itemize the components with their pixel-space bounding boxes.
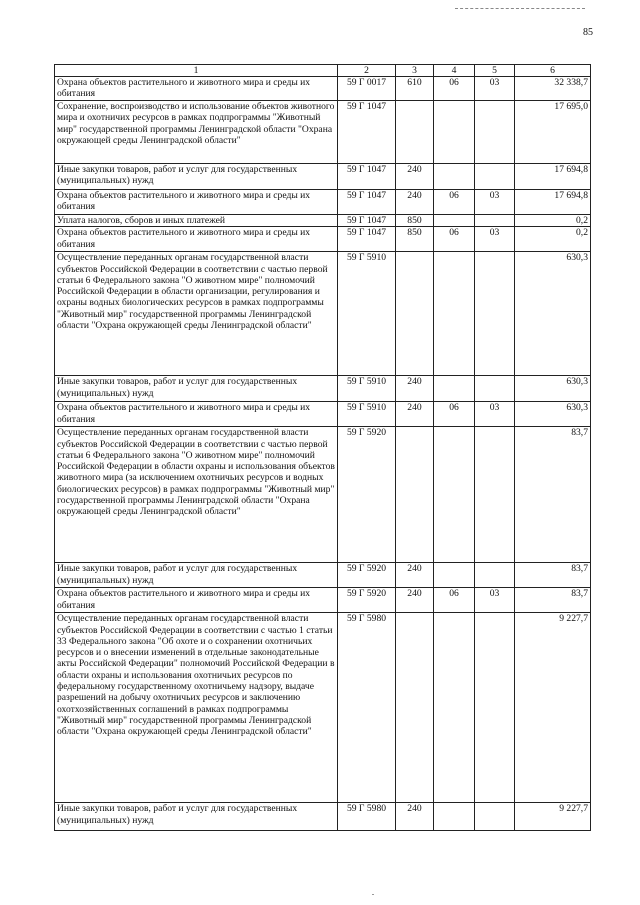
row-target-code: 59 Г 1047 <box>338 215 396 227</box>
header-cell: 5 <box>475 65 515 77</box>
row-name: Осуществление переданных органам государственной власти субъектов Российской Федерации в соответствии с частью первой статьи 6 Федерального закона "О животном мире" полномочий Российской Федерации в области организации, регулирования и охраны водных биологических ресурсов в рамках подпрограммы "Животный мир" государственной программы Ленинградской области "Охрана окружающей среды Ленинградской области" <box>55 252 338 376</box>
row-subsection: 03 <box>475 402 515 427</box>
table-row <box>55 563 591 588</box>
table-row <box>55 588 591 613</box>
row-sum: 630,3 <box>515 252 591 376</box>
row-name: Иные закупки товаров, работ и услуг для государственных (муниципальных) нужд <box>55 563 338 588</box>
header-cell: 6 <box>515 65 591 77</box>
row-subsection <box>475 803 515 831</box>
row-subsection: 03 <box>475 190 515 215</box>
row-sum: 0,2 <box>515 227 591 252</box>
row-expense-type: 850 <box>396 215 434 227</box>
row-name: Охрана объектов растительного и животного мира и среды их обитания <box>55 402 338 427</box>
row-target-code: 59 Г 5980 <box>338 613 396 803</box>
row-subsection <box>475 164 515 190</box>
row-name: Охрана объектов растительного и животного мира и среды их обитания <box>55 588 338 613</box>
row-subsection <box>475 376 515 402</box>
table-row <box>55 803 591 831</box>
row-section <box>434 164 475 190</box>
row-expense-type: 240 <box>396 803 434 831</box>
row-subsection <box>475 252 515 376</box>
row-subsection <box>475 613 515 803</box>
budget-table <box>54 64 591 831</box>
row-section: 06 <box>434 77 475 101</box>
row-subsection: 03 <box>475 227 515 252</box>
top-scan-marks <box>455 8 585 10</box>
row-subsection <box>475 215 515 227</box>
row-name: Охрана объектов растительного и животного мира и среды их обитания <box>55 77 338 101</box>
row-name: Охрана объектов растительного и животного мира и среды их обитания <box>55 190 338 215</box>
row-subsection <box>475 427 515 563</box>
row-expense-type: 240 <box>396 164 434 190</box>
row-section <box>434 376 475 402</box>
row-name: Сохранение, воспроизводство и использование объектов животного мира и охотничих ресурсов в рамках подпрограммы "Животный мир" государственной программы Ленинградской области "Охрана окружающей среды Ленинградской области" <box>55 101 338 164</box>
table-row <box>55 77 591 101</box>
table-row <box>55 164 591 190</box>
row-name: Иные закупки товаров, работ и услуг для государственных (муниципальных) нужд <box>55 803 338 831</box>
row-expense-type: 240 <box>396 376 434 402</box>
row-section: 06 <box>434 402 475 427</box>
row-target-code: 59 Г 1047 <box>338 164 396 190</box>
row-target-code: 59 Г 1047 <box>338 101 396 164</box>
row-name: Осуществление переданных органам государственной власти субъектов Российской Федерации в соответствии с частью 1 статьи 33 Федерального закона "Об охоте и о сохранении охотничьих ресурсов и о внесении изменений в отдельные законодательные акты Российской Федерации" полномочий Российской Федерации в области охраны и использования охотничьих ресурсов по федеральному государственному охотничьему надзору, выдаче разрешений на добычу охотничьих ресурсов и заключению охотхозяйственных соглашений в рамках подпрограммы "Животный мир" государственной программы Ленинградской области "Охрана окружающей среды Ленинградской области" <box>55 613 338 803</box>
row-expense-type: 240 <box>396 588 434 613</box>
row-subsection <box>475 563 515 588</box>
row-expense-type <box>396 252 434 376</box>
row-sum: 17 694,8 <box>515 190 591 215</box>
row-target-code: 59 Г 5910 <box>338 402 396 427</box>
table-row <box>55 215 591 227</box>
row-sum: 0,2 <box>515 215 591 227</box>
row-sum: 9 227,7 <box>515 613 591 803</box>
row-name: Иные закупки товаров, работ и услуг для государственных (муниципальных) нужд <box>55 164 338 190</box>
row-section <box>434 613 475 803</box>
table-row <box>55 227 591 252</box>
row-name: Уплата налогов, сборов и иных платежей <box>55 215 338 227</box>
table-row <box>55 252 591 376</box>
row-expense-type: 240 <box>396 190 434 215</box>
row-section <box>434 101 475 164</box>
row-target-code: 59 Г 5910 <box>338 376 396 402</box>
row-target-code: 59 Г 1047 <box>338 190 396 215</box>
table-header-row <box>55 65 591 77</box>
row-target-code: 59 Г 5920 <box>338 427 396 563</box>
row-sum: 83,7 <box>515 588 591 613</box>
row-section <box>434 803 475 831</box>
row-section: 06 <box>434 227 475 252</box>
row-section <box>434 427 475 563</box>
table-row <box>55 402 591 427</box>
row-subsection <box>475 101 515 164</box>
table-row <box>55 190 591 215</box>
row-sum: 17 694,8 <box>515 164 591 190</box>
row-sum: 630,3 <box>515 376 591 402</box>
row-sum: 32 338,7 <box>515 77 591 101</box>
table-row <box>55 101 591 164</box>
row-target-code: 59 Г 5980 <box>338 803 396 831</box>
row-expense-type <box>396 427 434 563</box>
header-cell: 1 <box>55 65 338 77</box>
header-cell: 3 <box>396 65 434 77</box>
row-name: Охрана объектов растительного и животного мира и среды их обитания <box>55 227 338 252</box>
row-name: Иные закупки товаров, работ и услуг для государственных (муниципальных) нужд <box>55 376 338 402</box>
row-sum: 17 695,0 <box>515 101 591 164</box>
row-section <box>434 252 475 376</box>
table-row <box>55 376 591 402</box>
row-target-code: 59 Г 0017 <box>338 77 396 101</box>
row-sum: 9 227,7 <box>515 803 591 831</box>
row-subsection: 03 <box>475 588 515 613</box>
row-expense-type: 240 <box>396 402 434 427</box>
row-expense-type <box>396 101 434 164</box>
table-row <box>55 613 591 803</box>
row-section: 06 <box>434 588 475 613</box>
row-subsection: 03 <box>475 77 515 101</box>
row-sum: 83,7 <box>515 427 591 563</box>
row-name: Осуществление переданных органам государственной власти субъектов Российской Федерации в соответствии с частью первой статьи 6 Федерального закона "О животном мире" полномочий Российской Федерации в области охраны и использования объектов животного мира (за исключением охотничьих ресурсов и водных биологических ресурсов) в рамках подпрограммы "Животный мир" государственной программы Ленинградской области "Охрана окружающей среды Ленинградской области" <box>55 427 338 563</box>
row-section <box>434 215 475 227</box>
scan-speck <box>372 894 374 895</box>
page-number: 85 <box>583 27 593 38</box>
row-expense-type <box>396 613 434 803</box>
row-target-code: 59 Г 1047 <box>338 227 396 252</box>
table-row <box>55 427 591 563</box>
row-target-code: 59 Г 5920 <box>338 588 396 613</box>
row-sum: 83,7 <box>515 563 591 588</box>
row-section <box>434 563 475 588</box>
row-sum: 630,3 <box>515 402 591 427</box>
header-cell: 4 <box>434 65 475 77</box>
row-target-code: 59 Г 5920 <box>338 563 396 588</box>
header-cell: 2 <box>338 65 396 77</box>
row-expense-type: 610 <box>396 77 434 101</box>
row-target-code: 59 Г 5910 <box>338 252 396 376</box>
row-expense-type: 850 <box>396 227 434 252</box>
row-section: 06 <box>434 190 475 215</box>
row-expense-type: 240 <box>396 563 434 588</box>
